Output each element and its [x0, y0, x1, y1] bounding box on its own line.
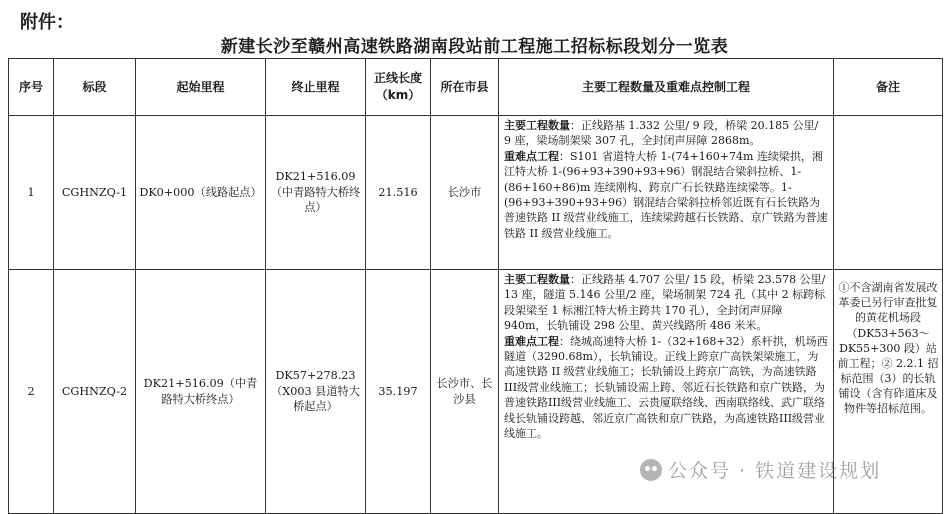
table-row — [9, 116, 943, 270]
row-section: CGHNZQ-1 — [54, 116, 136, 270]
row-remarks — [834, 116, 943, 270]
header-remarks: 备注 — [834, 59, 943, 116]
key-label: 重难点工程 — [504, 149, 559, 163]
row-end-mileage: DK21+516.09（中青路特大桥终点） — [266, 116, 366, 270]
header-city: 所在市县 — [431, 59, 499, 116]
row-length: 35.197 — [366, 270, 431, 514]
table-header-row — [9, 59, 943, 116]
watermark — [640, 456, 881, 483]
header-start-mileage: 起始里程 — [136, 59, 266, 116]
attachment-label: 附件： — [20, 12, 74, 33]
row-start-mileage: DK0+000（线路起点） — [136, 116, 266, 270]
qty-label: 主要工程数量 — [504, 119, 570, 132]
header-main-works: 主要工程数量及重难点控制工程 — [499, 59, 834, 116]
header-no: 序号 — [9, 59, 54, 116]
header-end-mileage: 终止里程 — [266, 59, 366, 116]
row-remarks: ①不含湖南省发展改革委已另行审查批复的黄花机场段（DK53+563～DK55+300 段）站前工程；② 2.2.1 招标范围（3）的长轨铺设（含有砟道床及物件等招标范围。 — [834, 270, 943, 514]
row-city: 长沙市、长沙县 — [431, 270, 499, 514]
bid-section-table — [8, 58, 943, 514]
qty-text: ：正线路基 1.332 公里/ 9 段，桥梁 20.185 公里/ 9 座，梁场制架梁 307 孔，全封闭声屏障 2868m。 — [504, 119, 819, 148]
key-text: ：S101 省道特大桥 1-(74+160+74m 连续梁拱，湘江特大桥 1-(96+93+390+93+96）钢混结合梁斜拉桥、1-(86+160+86)m 连续刚构、跨京广石长铁路连续梁等。1-(96+93+390+93+96）钢混结合梁斜拉桥邻近既有石长铁路为普速铁路 II 级营业线施工，连续梁跨越石长铁路、京广铁路为普速铁路 II 级营业线施工。 — [504, 149, 828, 240]
header-length: 正线长度（km） — [366, 59, 431, 116]
qty-text: ：正线路基 4.707 公里/ 15 段，桥梁 23.578 公里/ 13 座，隧道 5.146 公里/2 座，梁场制架 724 孔（其中 2 标跨标段架梁至 1 标湘江特大桥主跨共 170 孔），全封闭声屏障 940m，长轨铺设 298 公里、黄兴线路所 486 米米。 — [504, 273, 826, 333]
row-end-mileage: DK57+278.23（X003 县道特大桥起点） — [266, 270, 366, 514]
row-start-mileage: DK21+516.09（中青路特大桥终点） — [136, 270, 266, 514]
qty-label: 主要工程数量 — [504, 273, 570, 286]
key-text: ：绕城高速特大桥 1-（32+168+32）系杆拱，机场西隧道（3290.68m），长轨铺设。正线上跨京广高铁架梁施工，为高速铁路 II 级营业线施工；长轨铺设上跨京广高铁，为高速铁路III级营业线施工；长轨铺设需上跨、邻近石长铁路和京广铁路，为普速铁路III级营业线施工、云贵厦联络线、西南联络线、武广联络线长轨铺设跨越、邻近京广高铁和京广铁路，为高速铁路III级营业线施工。 — [504, 334, 828, 440]
row-no: 1 — [9, 116, 54, 270]
row-city: 长沙市 — [431, 116, 499, 270]
row-length: 21.516 — [366, 116, 431, 270]
header-section: 标段 — [54, 59, 136, 116]
row-no: 2 — [9, 270, 54, 514]
wechat-icon — [640, 459, 662, 481]
row-section: CGHNZQ-2 — [54, 270, 136, 514]
document-title: 新建长沙至赣州高速铁路湖南段站前工程施工招标标段划分一览表 — [220, 37, 729, 57]
row-main-works — [499, 116, 834, 270]
watermark-text: 公众号 · 铁道建设规划 — [668, 460, 882, 482]
key-label: 重难点工程 — [504, 334, 559, 348]
